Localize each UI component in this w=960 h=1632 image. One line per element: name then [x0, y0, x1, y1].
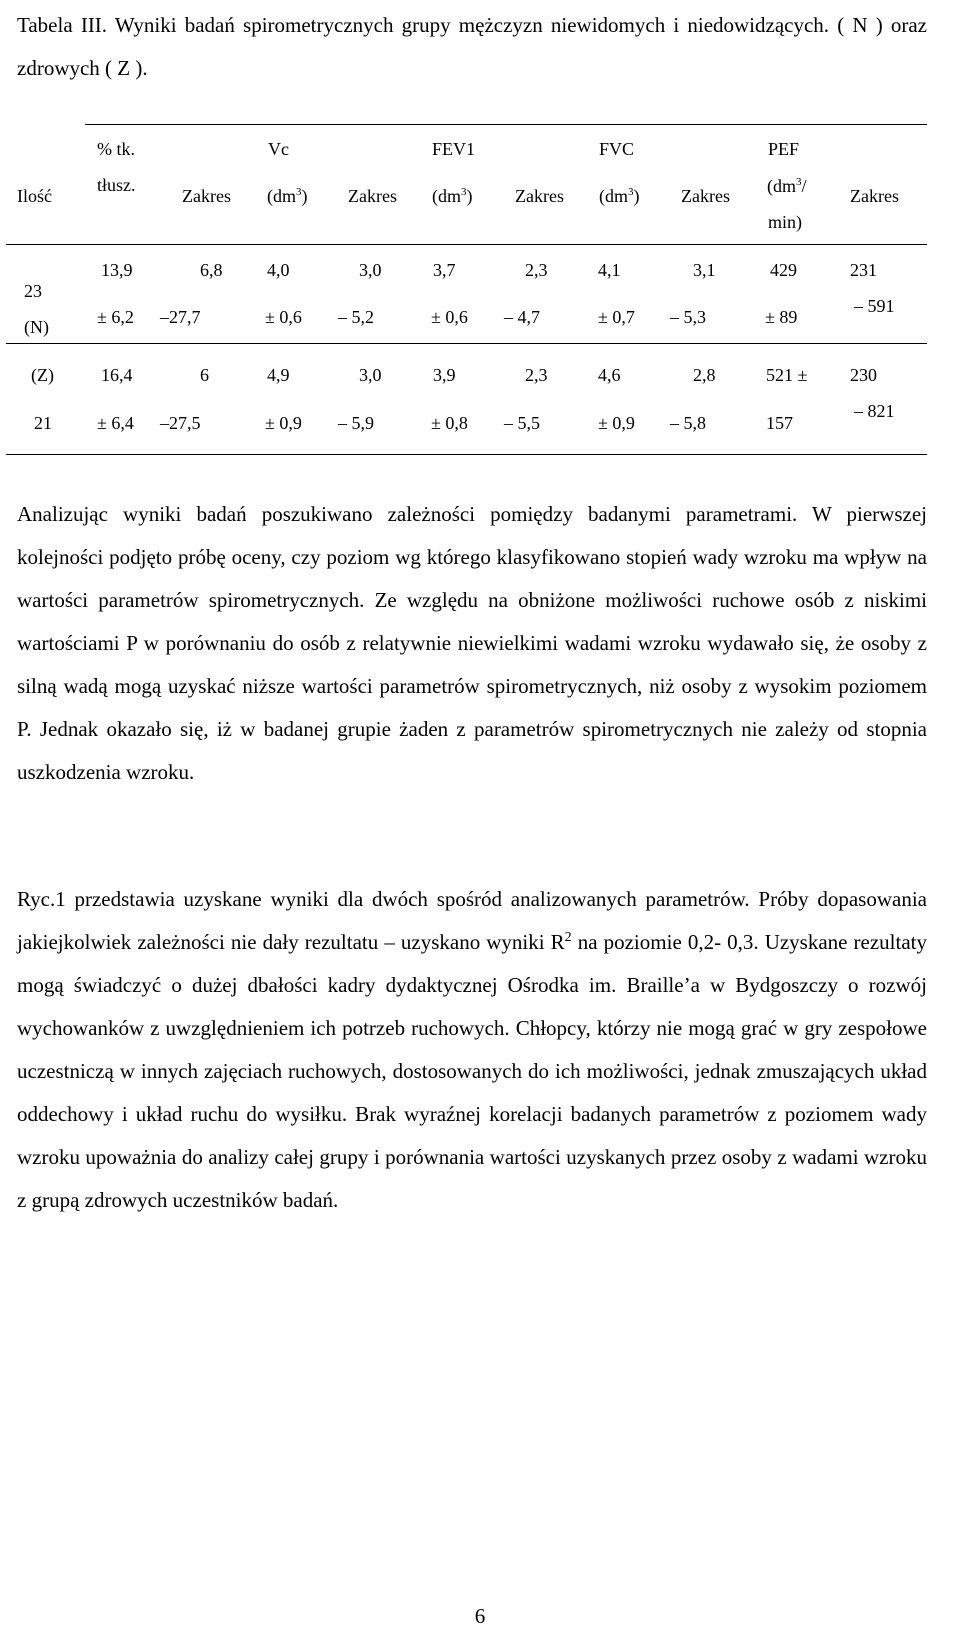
row-z-tk-sd: ± 6,4 [97, 413, 134, 433]
row-n-fvc-sd: ± 0,7 [598, 307, 635, 327]
page-number: 6 [474, 1604, 486, 1628]
header-vc-unit: $(dm^3)$ [267, 186, 308, 206]
row-z-fvc-r2: – 5,8 [670, 413, 706, 433]
header-pef-unit: ($dm^3/$ [767, 176, 807, 196]
paragraph-2-start: Ryc.1 przedstawia uzyskane wyniki dla dwóch spośród analizowanych parametrów. Próby dopasowania jakiejkolwiek zależności nie dały rezultatu – uzyskano wyniki R [17, 887, 927, 954]
row-z-pef-sd: 157 [766, 413, 793, 433]
header-zakres-1: Zakres [182, 186, 231, 206]
row-n-fev1-r1: 2,3 [525, 260, 548, 280]
row-z-fev1-r2: – 5,5 [504, 413, 540, 433]
row-n-pef-mean: 429 [770, 260, 797, 280]
row-n-fev1-mean: 3,7 [433, 260, 456, 280]
table-caption: Tabela III. Wyniki badań spirometrycznych grupy mężczyzn niewidomych i niedowidzących. ( N ) oraz zdrowych ( Z ). [17, 13, 927, 80]
row-n-vc-mean: 4,0 [267, 260, 290, 280]
row-n-vc-sd: ± 0,6 [265, 307, 302, 327]
header-zakres-5: Zakres [850, 186, 899, 206]
row-z-pef-mean: 521 ± [766, 365, 808, 385]
header-zakres-2: Zakres [348, 186, 397, 206]
row-z-fvc-r1: 2,8 [693, 365, 716, 385]
row-z-vc-r2: – 5,9 [338, 413, 374, 433]
header-ilosc: Ilość [17, 186, 52, 206]
header-fev1-unit: $(dm^3)$ [432, 186, 473, 206]
header-zakres-3: Zakres [515, 186, 564, 206]
row-n-vc-r2: – 5,2 [338, 307, 374, 327]
header-fev1: FEV1 [432, 139, 476, 159]
row-z-fev1-sd: ± 0,8 [431, 413, 468, 433]
row-n-fev1-r2: – 4,7 [504, 307, 540, 327]
row-n-fvc-r1: 3,1 [693, 260, 716, 280]
paragraph-1: Analizując wyniki badań poszukiwano zależności pomiędzy badanymi parametrami. W pierwszej kolejności podjęto próbę oceny, czy poziom wg którego klasyfikowano stopień wady wzroku ma wpływ na wartości parametrów spirometrycznych. Ze względu na obniżone możliwości ruchowe osób z niskimi wartościami P w porównaniu do osób z relatywnie niewielkimi wadami wzroku wydawało się, że osoby z silną wadą mogą uzyskać niższe wartości parametrów spirometrycznych, niż osoby z wysokim poziomem P. Jednak okazało się, iż w badanej grupie żaden z parametrów spirometrycznych nie zależy od stopnia uszkodzenia wzroku. [17, 502, 927, 784]
row-n-fev1-sd: ± 0,6 [431, 307, 468, 327]
header-tk-line1: % tk. [97, 139, 135, 159]
row-n-pef-r1: 231 [850, 260, 877, 280]
table-bottom-rule [6, 454, 927, 455]
header-pef-min: min) [768, 212, 802, 232]
row-z-vc-sd: ± 0,9 [265, 413, 302, 433]
row-z-fvc-sd: ± 0,9 [598, 413, 635, 433]
row-z-group-line1: (Z) [31, 365, 54, 385]
row-n-tk-r1: 6,8 [200, 260, 223, 280]
header-vc: Vc [268, 139, 289, 159]
row-n-group-line1: 23 [24, 281, 42, 301]
row-n-fvc-r2: – 5,3 [670, 307, 706, 327]
row-n-pef-r2: – 591 [854, 296, 895, 316]
row-z-tk-mean: 16,4 [101, 365, 133, 385]
header-pef: PEF [768, 139, 800, 159]
paragraph-2 [17, 878, 927, 1222]
row-z-group-line2: 21 [34, 413, 52, 433]
header-fvc-unit: $(dm^3)$ [599, 186, 640, 206]
row-n-vc-r1: 3,0 [359, 260, 382, 280]
row-n-group-line2: (N) [24, 317, 49, 337]
row-n-pef-sd: ± 89 [765, 307, 798, 327]
row-n-tk-sd: ± 6,2 [97, 307, 134, 327]
row-z-pef-r2: – 821 [854, 401, 895, 421]
header-fvc: FVC [599, 139, 635, 159]
header-tk-line2: tłusz. [97, 175, 136, 195]
table-row-divider [6, 343, 927, 344]
header-zakres-4: Zakres [681, 186, 730, 206]
row-n-tk-mean: 13,9 [101, 260, 133, 280]
row-z-tk-r1: 6 [200, 365, 209, 385]
r-squared-exponent: 2 [564, 930, 572, 945]
row-n-tk-r2: –27,7 [160, 307, 201, 327]
table-top-rule [85, 124, 927, 125]
row-z-fev1-mean: 3,9 [433, 365, 456, 385]
row-z-vc-mean: 4,9 [267, 365, 290, 385]
row-z-fev1-r1: 2,3 [525, 365, 548, 385]
paragraph-2-end: na poziomie 0,2- 0,3. Uzyskane rezultaty mogą świadczyć o dużej dbałości kadry dydaktycznej Ośrodka im. Braille’a w Bydgoszczy o rozwój wychowanków z uwzględnieniem ich potrzeb ruchowych. Chłopcy, którzy nie mogą grać w gry zespołowe uczestniczą w innych zajęciach ruchowych, dostosowanych do ich możliwości, jednak zmuszających układ oddechowy i układ ruchu do wysiłku. Brak wyraźnej korelacji badanych parametrów z poziomem wady wzroku upoważnia do analizy całej grupy i porównania wartości uzyskanych przez osoby z wadami wzroku z grupą zdrowych uczestników badań. [17, 930, 928, 1212]
row-z-pef-r1: 230 [850, 365, 877, 385]
row-n-fvc-mean: 4,1 [598, 260, 621, 280]
row-z-vc-r1: 3,0 [359, 365, 382, 385]
row-z-tk-r2: –27,5 [160, 413, 201, 433]
table-header-rule [6, 244, 927, 245]
row-z-fvc-mean: 4,6 [598, 365, 621, 385]
